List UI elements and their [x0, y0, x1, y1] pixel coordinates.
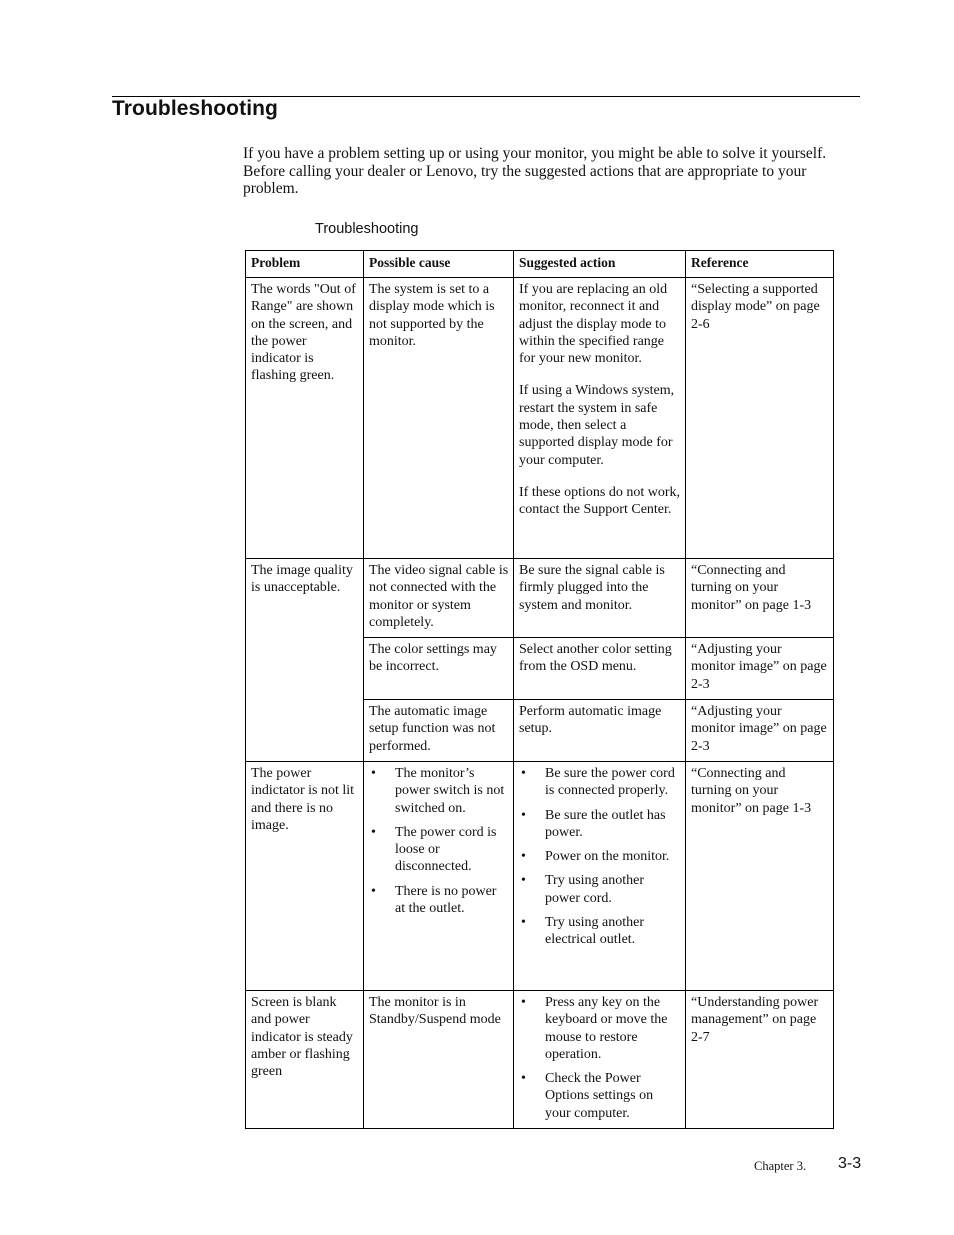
action-text: Select another color setting from the OSD menu.	[519, 642, 672, 675]
list-item: • The monitor’s power switch is not switched on.	[371, 765, 505, 816]
table-row	[246, 761, 834, 990]
reference-cell: “Connecting and turning on your monitor” on page 1-3	[686, 761, 834, 990]
cause-cell	[364, 700, 514, 762]
reference-cell: “Adjusting your monitor image” on page 2-3	[686, 700, 834, 762]
action-cell	[514, 990, 686, 1128]
table-caption: Troubleshooting	[315, 221, 419, 237]
cause-text: The automatic image setup function was not performed.	[369, 704, 496, 754]
page-number: 3-3	[838, 1155, 862, 1172]
bullet-icon: •	[371, 824, 376, 840]
header-reference: Reference	[686, 251, 834, 278]
footer-chapter: Chapter 3.	[754, 1159, 807, 1173]
action-cell	[514, 559, 686, 638]
list-item: • Try using another electrical outlet.	[521, 915, 645, 948]
list-item: • Be sure the power cord is connected properly.	[521, 765, 675, 799]
bullet-icon: •	[521, 807, 526, 823]
problem-cell: The image quality is unacceptable.	[246, 559, 364, 762]
cause-cell	[364, 278, 514, 559]
reference-cell: “Understanding power management” on page 2-7	[686, 990, 834, 1128]
header-problem: Problem	[246, 251, 364, 278]
cause-cell	[364, 638, 514, 700]
reference-cell: “Selecting a supported display mode” on page 2-6	[686, 278, 834, 559]
list-item: • Be sure the outlet has power.	[521, 807, 666, 840]
table-row	[246, 559, 834, 638]
table-header-row	[246, 251, 834, 278]
bullet-icon: •	[521, 994, 526, 1010]
bullet-icon: •	[521, 765, 526, 781]
list-item: • Try using another power cord.	[521, 873, 645, 906]
bullet-icon: •	[521, 873, 526, 889]
problem-cell: Screen is blank and power indicator is steady amber or flashing green	[246, 990, 364, 1128]
cause-text: The monitor is in Standby/Suspend mode	[369, 994, 501, 1028]
cause-text: The color settings may be incorrect.	[369, 642, 497, 675]
reference-cell: “Connecting and turning on your monitor” on page 1-3	[686, 559, 834, 638]
list-item: • The power cord is loose or disconnected.	[371, 824, 497, 875]
action-bullet-list	[519, 994, 681, 1122]
table-row	[246, 990, 834, 1128]
cause-text: The system is set to a display mode which is not supported by the monitor.	[369, 282, 495, 349]
bullet-icon: •	[371, 765, 376, 781]
bullet-icon: •	[521, 1071, 526, 1087]
cause-cell	[364, 559, 514, 638]
cause-text: The video signal cable is not connected with the monitor or system completely.	[369, 563, 509, 630]
action-bullet-list	[519, 765, 681, 949]
action-text: If these options do not work, contact the Support Center.	[519, 484, 680, 518]
cause-cell	[364, 990, 514, 1128]
list-item: • Power on the monitor.	[521, 849, 670, 865]
cause-cell	[364, 761, 514, 990]
list-item: • Press any key on the keyboard or move the mouse to restore operation.	[521, 994, 668, 1062]
bullet-icon: •	[371, 883, 376, 899]
action-cell	[514, 278, 686, 559]
list-item: • There is no power at the outlet.	[371, 883, 497, 917]
page-title: Troubleshooting	[112, 97, 278, 120]
action-cell	[514, 761, 686, 990]
header-suggested-action: Suggested action	[514, 251, 686, 278]
cause-bullet-list	[369, 765, 509, 917]
action-text: If using a Windows system, restart the system in safe mode, then select a supported display mode for your computer.	[519, 383, 675, 468]
intro-paragraph: If you have a problem setting up or using your monitor, you might be able to solve it yourself. Before calling your dealer or Lenovo, try the suggested actions that are appropriate to your problem.	[243, 145, 827, 198]
action-text: If you are replacing an old monitor, reconnect it and adjust the display mode to within the specified range for your new monitor.	[519, 282, 668, 367]
action-text: Perform automatic image setup.	[519, 704, 662, 737]
list-item: • Check the Power Options settings on your computer.	[521, 1071, 654, 1121]
header-possible-cause: Possible cause	[364, 251, 514, 278]
bullet-icon: •	[521, 849, 526, 865]
problem-cell: The power indictator is not lit and there is no image.	[246, 761, 364, 990]
action-text: Be sure the signal cable is firmly plugged into the system and monitor.	[519, 563, 665, 613]
reference-cell: “Adjusting your monitor image” on page 2-3	[686, 638, 834, 700]
troubleshooting-table	[245, 250, 834, 1129]
problem-cell: The words "Out of Range" are shown on the screen, and the power indicator is flashing green.	[246, 278, 364, 559]
action-cell	[514, 638, 686, 700]
bullet-icon: •	[521, 915, 526, 931]
action-cell	[514, 700, 686, 762]
table-row	[246, 278, 834, 559]
